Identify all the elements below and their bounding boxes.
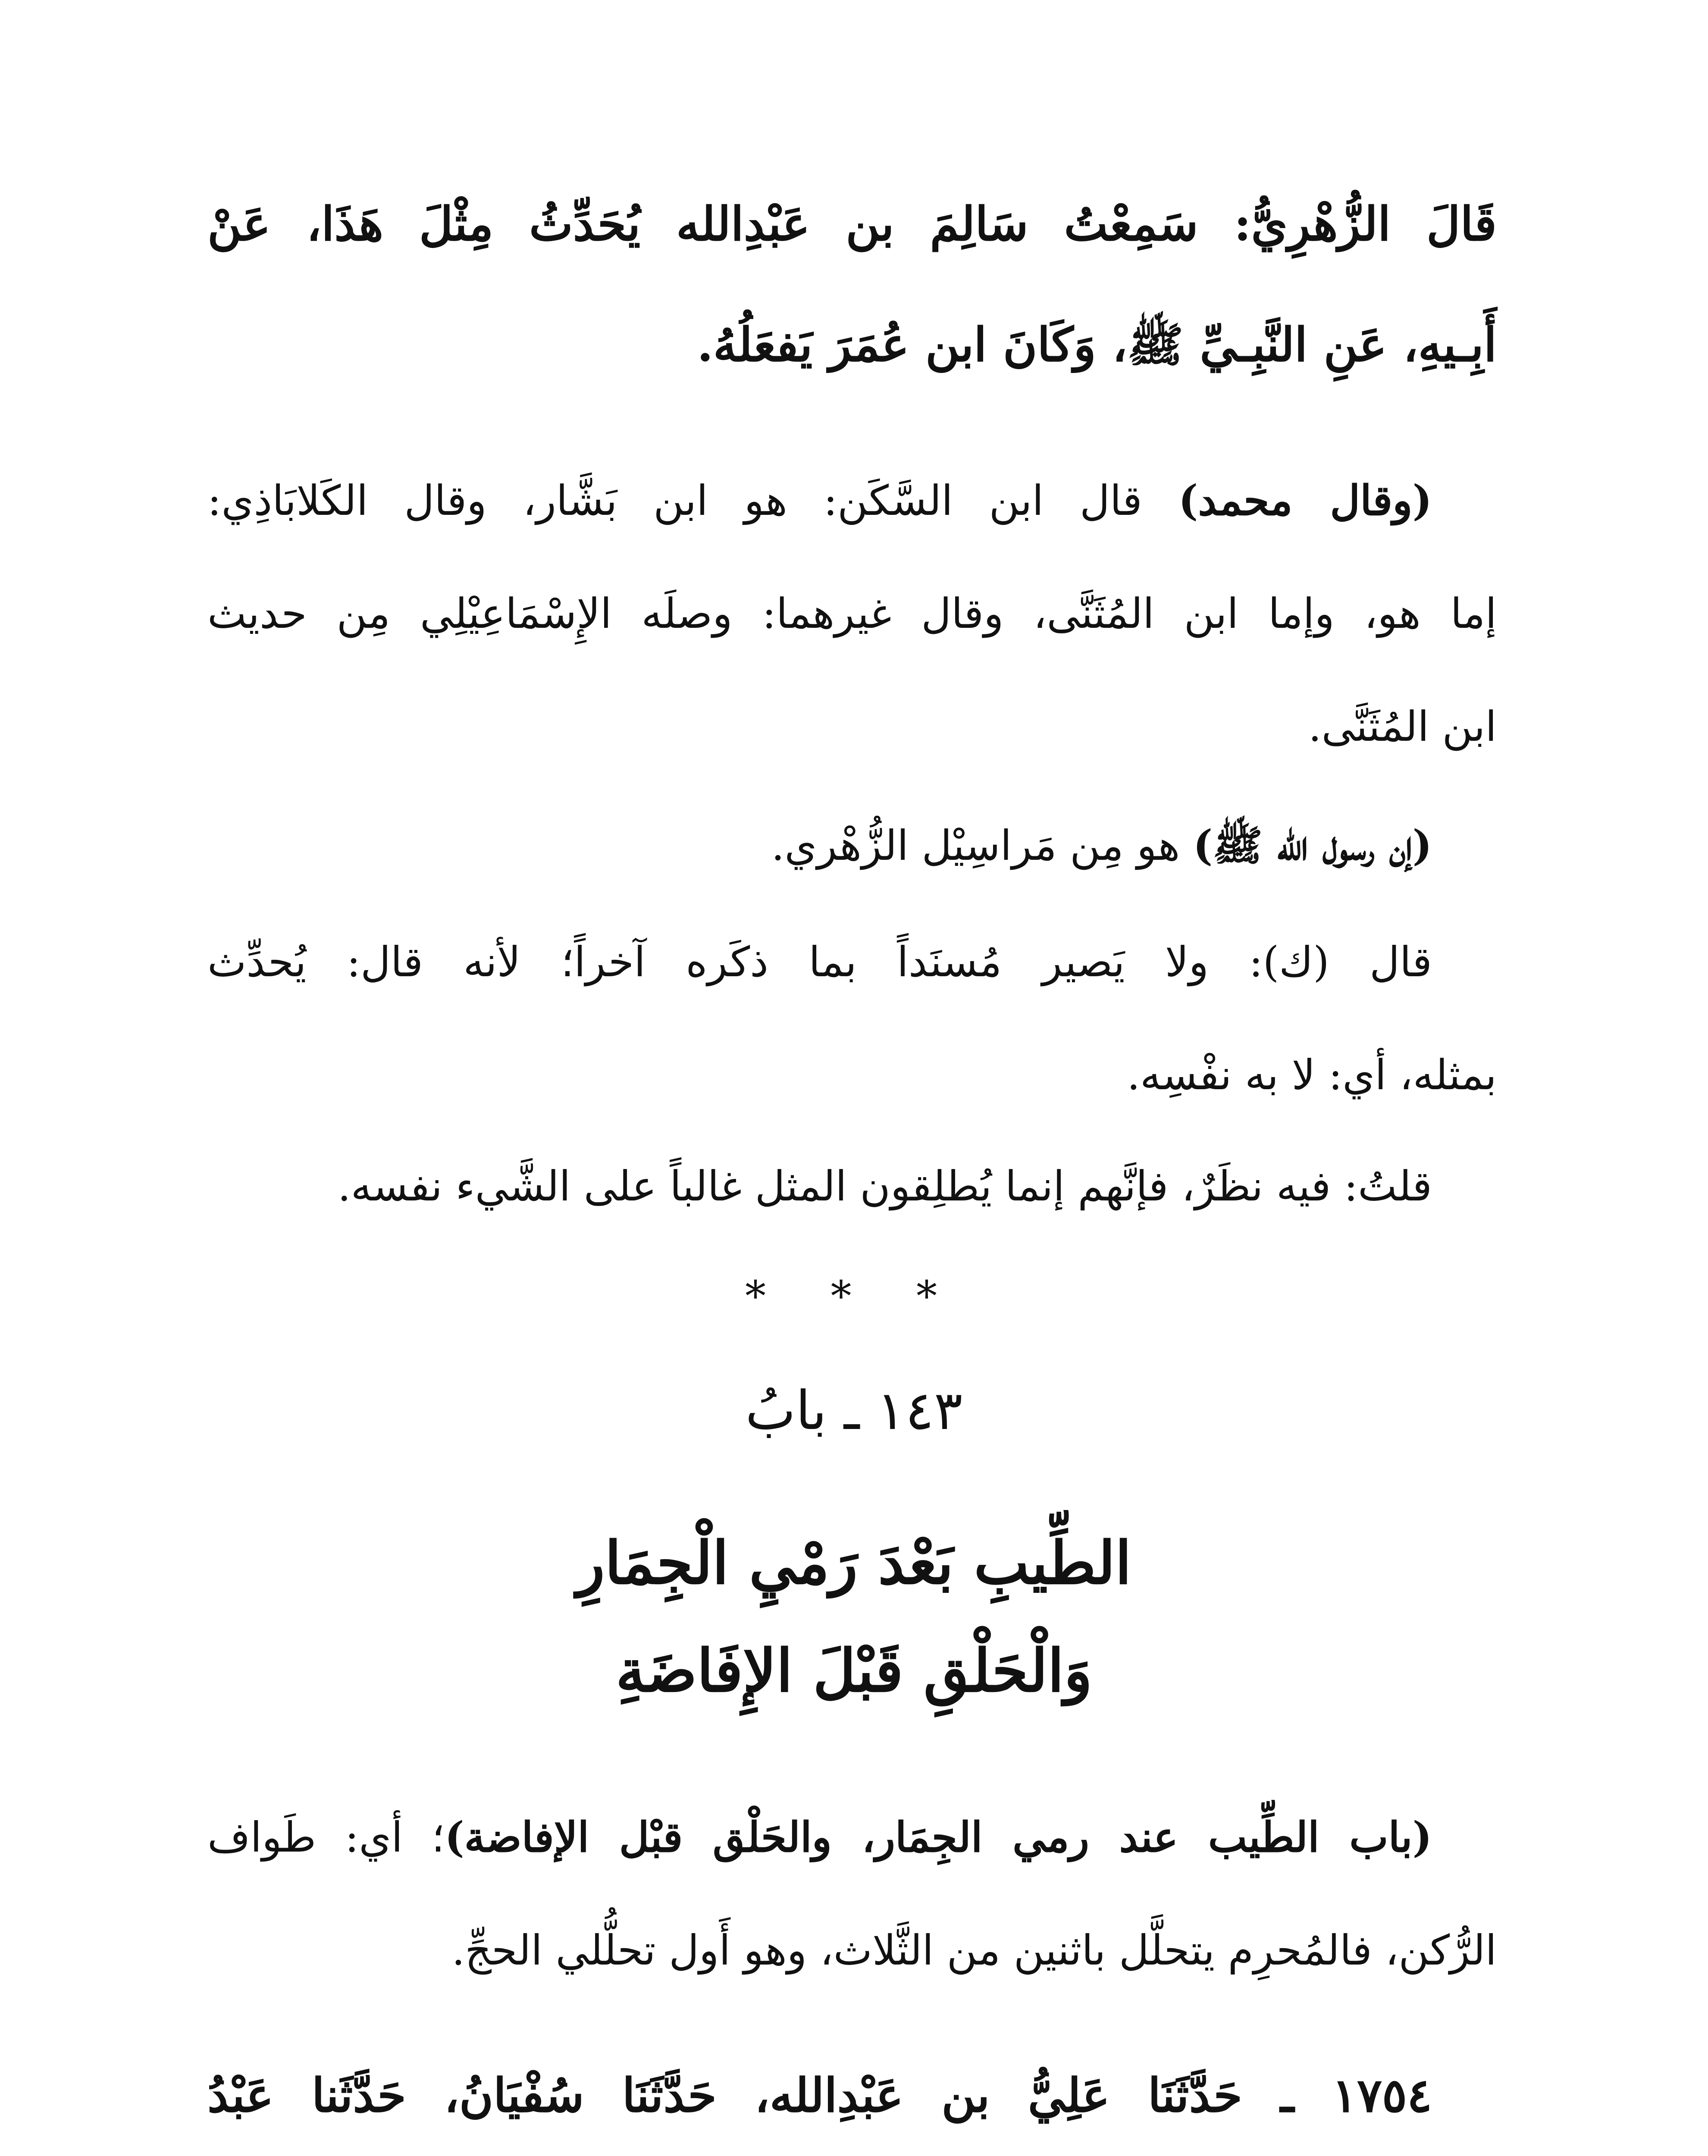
commentary-1-line-2: إما هو، وإما ابن المُثَنَّى، وقال غيرهما: وصلَه الإِسْمَاعِيْلِي مِن حديث <box>207 589 1497 638</box>
commentary-1-line-1 <box>207 444 1497 557</box>
commentary-1-line-3: ابن المُثَنَّى. <box>1308 702 1497 751</box>
commentary-2-line-1 <box>207 789 1497 902</box>
commentary-3-line-1: قال (ك): ولا يَصير مُسنَداً بما ذكَره آخراً؛ لأنه قال: يُحدِّث <box>207 938 1432 986</box>
commentary-wa-qala-muhammad <box>207 444 1497 783</box>
commentary-5-line-1 <box>207 1781 1497 1894</box>
commentary-bab-al-tib <box>207 1781 1497 2007</box>
commentary-4-line-1: قلتُ: فيه نظَرٌ، فإنَّهم إنما يُطلِقون المثل غالباً على الشَّيء نفسه. <box>338 1162 1432 1210</box>
commentary-inna-rasul-allah <box>207 789 1497 902</box>
commentary-2-lead: (إن رسول الله ﷺ) <box>1193 821 1432 870</box>
commentary-1-lead: (وقال محمد) <box>1178 476 1432 525</box>
chapter-title <box>0 1509 1708 1725</box>
commentary-5-line-1-rest: ؛ أي: طَواف <box>207 1813 445 1861</box>
chapter-number: ١٤٣ ـ بابُ <box>745 1380 963 1442</box>
commentary-5-lead: (باب الطِّيب عند رمي الجِمَار، والحَلْق قبْل الإفاضة) <box>445 1813 1432 1861</box>
commentary-5-line-2: الرُّكن، فالمُحرِم يتحلَّل باثنين من الثَّلاث، وهو أَول تحلُّلي الحجِّ. <box>451 1926 1497 1974</box>
hadith-top-line-2: أَبِـيهِ، عَنِ النَّبِـيِّ ﷺ، وَكَانَ ابن عُمَرَ يَفعَلُهُ. <box>697 318 1497 372</box>
hadith-top-line-1: قَالَ الزُّهْرِيُّ: سَمِعْتُ سَالِمَ بن عَبْدِالله يُحَدِّثُ مِثْلَ هَذَا، عَنْ <box>207 197 1497 251</box>
commentary-qala-kaf <box>207 906 1497 1131</box>
commentary-2-rest: هو مِن مَراسِيْل الزُّهْري. <box>771 821 1193 870</box>
commentary-1-line-1-rest: قال ابن السَّكَن: هو ابن بَشَّار، وقال الكَلابَاذِي: <box>207 476 1178 525</box>
chapter-title-line-2: وَالْحَلْقِ قَبْلَ الإِفَاضَةِ <box>615 1636 1093 1705</box>
hadith-text-1754 <box>207 2035 1497 2156</box>
hadith-1754-line-1: ١٧٥٤ ـ حَدَّثَنَا عَلِيُّ بن عَبْدِالله، حَدَّثَنَا سُفْيَانُ، حَدَّثَنا عَبْدُ <box>207 2068 1432 2123</box>
section-separator: * * * <box>745 1272 963 1320</box>
hadith-text-top <box>207 164 1497 405</box>
commentary-3-line-2: بمثله، أي: لا به نفْسِه. <box>1127 1051 1497 1099</box>
commentary-qultu <box>207 1130 1497 1243</box>
chapter-title-line-1: الطِّيبِ بَعْدَ رَمْيِ الْجِمَارِ <box>577 1529 1131 1598</box>
